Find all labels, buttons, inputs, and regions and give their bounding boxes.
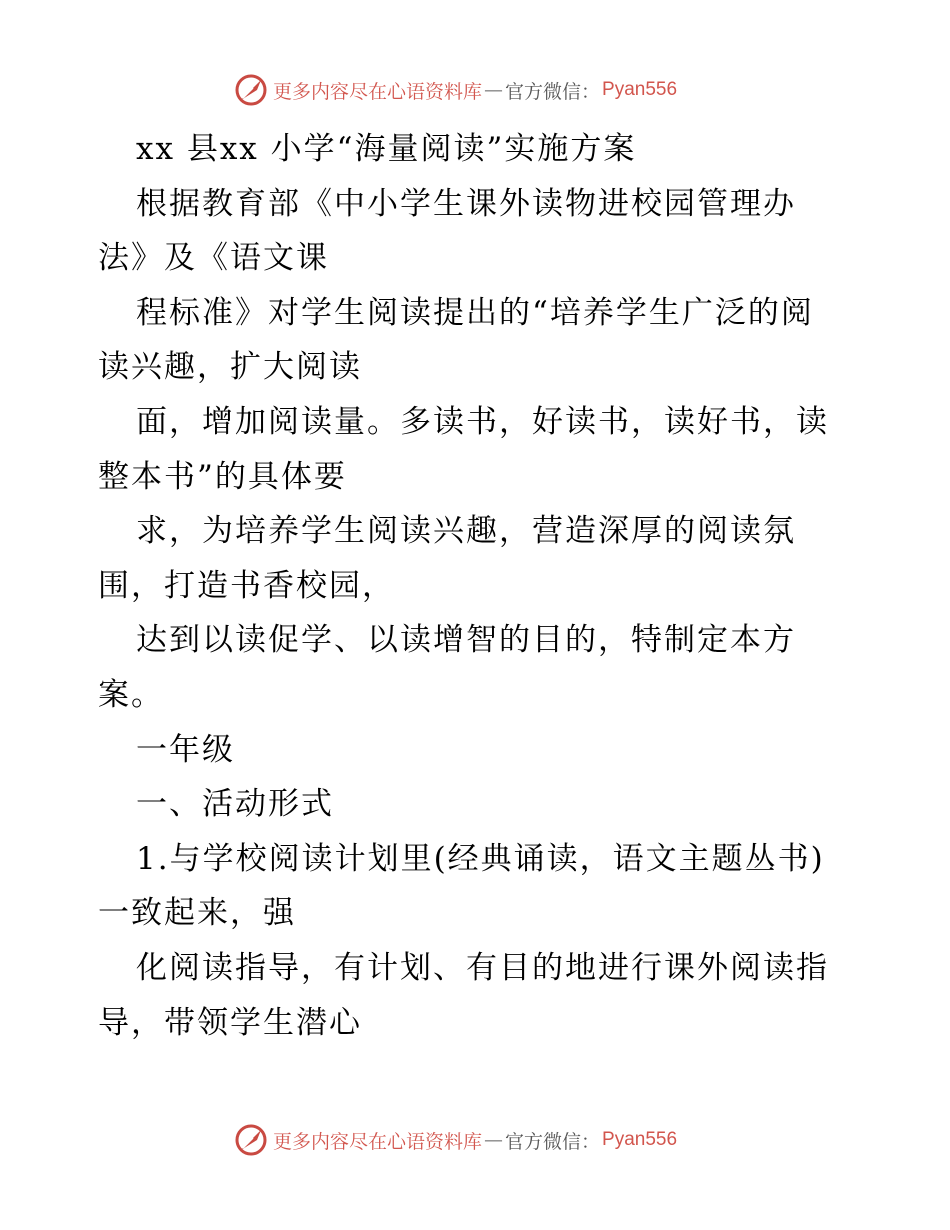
text-line: 导，带领学生潜心 bbox=[98, 1004, 362, 1041]
text-line: 程标准》对学生阅读提出的“培养学生广泛的阅 bbox=[136, 294, 814, 331]
section-heading: 一年级 bbox=[136, 731, 235, 768]
text-line: 面，增加阅读量。多读书，好读书，读好书，读 bbox=[136, 403, 829, 440]
text-line: 法》及《语文课 bbox=[98, 240, 329, 277]
wechat-label: 官方微信： bbox=[505, 1130, 601, 1153]
document-title: xx 县xx 小学“海量阅读”实施方案 bbox=[136, 131, 637, 167]
wechat-id: Pyan556 bbox=[602, 79, 678, 100]
text-line: 围，打造书香校园， bbox=[98, 567, 395, 604]
header-banner bbox=[233, 70, 677, 110]
text-line: 案。 bbox=[98, 676, 164, 713]
text-line: 化阅读指导，有计划、有目的地进行课外阅读指 bbox=[136, 949, 829, 986]
quill-logo-icon bbox=[233, 72, 269, 108]
text-line: 读兴趣，扩大阅读 bbox=[98, 349, 362, 386]
footer-banner bbox=[233, 1120, 677, 1160]
text-line: 求，为培养学生阅读兴趣，营造深厚的阅读氛 bbox=[136, 513, 796, 550]
document-body bbox=[98, 122, 858, 1050]
brand-dash: — bbox=[484, 79, 504, 101]
wechat-label: 官方微信： bbox=[505, 80, 601, 103]
text-line: 一致起来，强 bbox=[98, 895, 296, 932]
text-line: 达到以读促学、以读增智的目的，特制定本方 bbox=[136, 622, 796, 659]
text-line: 1.与学校阅读计划里(经典诵读，语文主题丛书) bbox=[136, 840, 825, 877]
wechat-id: Pyan556 bbox=[602, 1129, 678, 1150]
brand-text: 更多内容尽在心语资料库 bbox=[273, 80, 483, 103]
brand-dash: — bbox=[484, 1129, 504, 1151]
brand-text: 更多内容尽在心语资料库 bbox=[273, 1130, 483, 1153]
text-line: 整本书”的具体要 bbox=[98, 458, 347, 495]
quill-logo-icon bbox=[233, 1122, 269, 1158]
section-heading: 一、活动形式 bbox=[136, 786, 334, 823]
text-line: 根据教育部《中小学生课外读物进校园管理办 bbox=[136, 185, 796, 222]
